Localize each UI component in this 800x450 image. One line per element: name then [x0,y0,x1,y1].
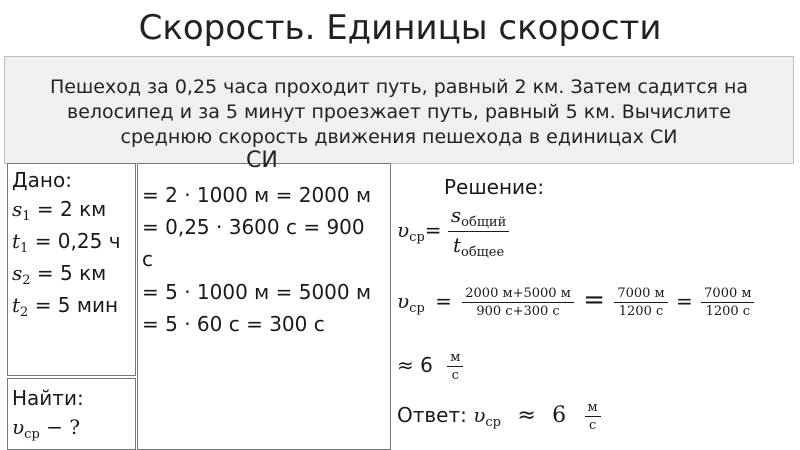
si-line-5: = 5 · 60 с = 300 с [142,312,325,336]
slide-title: Скорость. Единицы скорости [138,8,662,48]
si-line-3: с [142,247,153,271]
approx-result: ≈ 6 $\frac{м}{с}$ [397,350,463,383]
problem-text: Пешеход за 0,25 часа проходит путь, равный 2 км. Затем садится на велосипед и за 5 минут проезжает путь, равный 5 км. Вычислите среднюю скорость движения пешехода в единицах СИ [49,76,749,148]
find-heading: Найти: [12,386,84,410]
formula-calculation: $\upsilon_{ср}$ = $\frac{2000 м+5000 м}{900 с+300 с}$ = $\frac{7000 м}{1200 с}$ = $\frac{7000 м}{1200 с}$ [397,285,754,319]
problem-box [4,56,794,164]
given-row-s1: $s_1 = 2$ км [12,197,107,224]
given-row-t1: $t_1 = 0,25$ ч [12,229,121,256]
si-line-1: = 2 · 1000 м = 2000 м [142,183,372,207]
answer-line: Ответ: $\upsilon_{ср} \approx 6$ $\frac{м}{с}$ [397,400,601,433]
si-line-2: = 0,25 · 3600 с = 900 [142,215,365,239]
si-line-4: = 5 · 1000 м = 5000 м [142,280,372,304]
formula-average-speed: $\upsilon_{ср}=$ $\frac{s_{общий}}{t_{общее}}$ [397,203,509,260]
given-row-s2: $s_2 = 5$ км [12,261,107,288]
solution-heading: Решение: [444,175,545,199]
find-expression: $\upsilon_{ср}$ − ? [12,415,80,442]
given-row-t2: $t_2 = 5$ мин [12,293,119,320]
given-heading: Дано: [12,168,72,192]
si-label: СИ [246,148,278,173]
